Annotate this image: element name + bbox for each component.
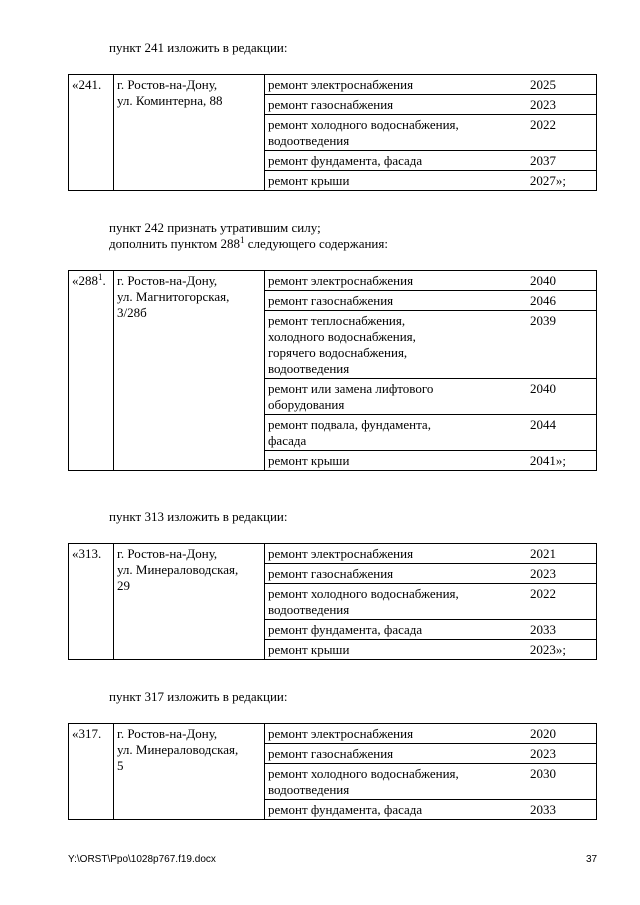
year-cell: 2020 xyxy=(490,724,597,744)
year-cell: 2040 xyxy=(490,379,597,415)
work-cell: ремонт фундамента, фасада xyxy=(265,800,491,820)
table-288 xyxy=(68,270,597,471)
work-cell: ремонт газоснабжения xyxy=(265,744,491,764)
work-cell: ремонт электроснабжения xyxy=(265,724,491,744)
table-row xyxy=(69,271,597,291)
work-cell: ремонт или замена лифтового оборудования xyxy=(265,379,491,415)
year-cell: 2022 xyxy=(490,115,597,151)
work-cell: ремонт электроснабжения xyxy=(265,271,491,291)
footer-page-number: 37 xyxy=(586,854,598,865)
year-cell: 2023»; xyxy=(490,640,597,660)
paragraph-add-288: дополнить пунктом $288^1$ следующего содержания: xyxy=(109,235,388,251)
year-cell: 2044 xyxy=(490,415,597,451)
address-cell: г. Ростов-на-Дону, ул. Минераловодская, 29 xyxy=(114,544,265,660)
address-cell: г. Ростов-на-Дону, ул. Коминтерна, 88 xyxy=(114,75,265,191)
work-cell: ремонт фундамента, фасада xyxy=(265,151,491,171)
year-cell: 2023 xyxy=(490,95,597,115)
table-317 xyxy=(68,723,597,820)
address-cell: г. Ростов-на-Дону, ул. Минераловодская, 5 xyxy=(114,724,265,820)
table-241 xyxy=(68,74,597,191)
year-cell: 2023 xyxy=(490,564,597,584)
paragraph-317: пункт 317 изложить в редакции: xyxy=(109,689,288,704)
item-number: «241. xyxy=(69,75,114,191)
paragraph-241: пункт 241 изложить в редакции: xyxy=(109,40,288,55)
work-cell: ремонт газоснабжения xyxy=(265,564,491,584)
year-cell: 2023 xyxy=(490,744,597,764)
table-row xyxy=(69,544,597,564)
work-cell: ремонт холодного водоснабжения, водоотведения xyxy=(265,115,491,151)
year-cell: 2037 xyxy=(490,151,597,171)
work-cell: ремонт холодного водоснабжения, водоотведения xyxy=(265,584,491,620)
table-row xyxy=(69,75,597,95)
work-cell: ремонт подвала, фундамента, фасада xyxy=(265,415,491,451)
work-cell: ремонт теплоснабжения, холодного водоснабжения, горячего водоснабжения, водоотведения xyxy=(265,311,491,379)
year-cell: 2021 xyxy=(490,544,597,564)
year-cell: 2046 xyxy=(490,291,597,311)
year-cell: 2040 xyxy=(490,271,597,291)
work-cell: ремонт крыши xyxy=(265,640,491,660)
table-313 xyxy=(68,543,597,660)
address-cell: г. Ростов-на-Дону, ул. Магнитогорская, 3/28б xyxy=(114,271,265,471)
work-cell: ремонт газоснабжения xyxy=(265,95,491,115)
work-cell: ремонт электроснабжения xyxy=(265,544,491,564)
work-cell: ремонт фундамента, фасада xyxy=(265,620,491,640)
table-row xyxy=(69,724,597,744)
paragraph-242: пункт 242 признать утратившим силу; xyxy=(109,220,321,235)
work-cell: ремонт электроснабжения xyxy=(265,75,491,95)
item-number: «317. xyxy=(69,724,114,820)
item-number: «$288^1$. xyxy=(69,271,114,471)
paragraph-313: пункт 313 изложить в редакции: xyxy=(109,509,288,524)
work-cell: ремонт крыши xyxy=(265,171,491,191)
work-cell: ремонт крыши xyxy=(265,451,491,471)
year-cell: 2039 xyxy=(490,311,597,379)
footer-file-path: Y:\ORST\Ppo\1028p767.f19.docx xyxy=(68,854,216,865)
year-cell: 2041»; xyxy=(490,451,597,471)
year-cell: 2022 xyxy=(490,584,597,620)
year-cell: 2027»; xyxy=(490,171,597,191)
year-cell: 2033 xyxy=(490,800,597,820)
year-cell: 2030 xyxy=(490,764,597,800)
year-cell: 2025 xyxy=(490,75,597,95)
year-cell: 2033 xyxy=(490,620,597,640)
work-cell: ремонт газоснабжения xyxy=(265,291,491,311)
work-cell: ремонт холодного водоснабжения, водоотведения xyxy=(265,764,491,800)
item-number: «313. xyxy=(69,544,114,660)
